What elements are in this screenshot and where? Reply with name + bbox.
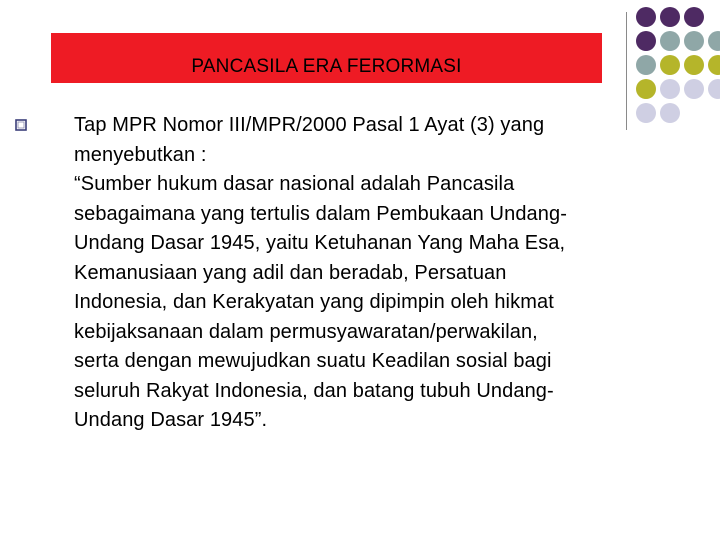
decorative-dot [708,79,720,99]
decorative-dot [684,55,704,75]
paragraph-line: sebagaimana yang tertulis dalam Pembukaan Undang- [74,202,567,225]
paragraph-line: Tap MPR Nomor III/MPR/2000 Pasal 1 Ayat (3) yang [74,114,545,136]
bullet-icon [15,119,27,131]
decorative-dot [684,79,704,99]
decorative-dot [660,31,680,51]
decorative-dot [684,7,704,27]
paragraph-line: Kemanusiaan yang adil dan beradab, Persatuan [74,261,507,284]
paragraph-line: seluruh Rakyat Indonesia, dan batang tubuh Undang- [74,379,554,402]
decorative-dot [660,55,680,75]
decorative-dot [708,55,720,75]
paragraph-line: serta dengan mewujudkan suatu Keadilan sosial bagi [74,350,552,372]
decorative-dot [636,31,656,51]
paragraph-line: Undang Dasar 1945”. [74,409,268,431]
paragraph-line: menyebutkan : [74,143,207,166]
paragraph-line: Indonesia, dan Kerakyatan yang dipimpin oleh hikmat [74,291,554,313]
slide-title: PANCASILA ERA FERORMASI [191,56,462,77]
decorative-dot [636,7,656,27]
decorative-dot [660,7,680,27]
decorative-dot [636,79,656,99]
decorative-dot [660,79,680,99]
decorative-dot [636,55,656,75]
paragraph-line: kebijaksanaan dalam permusyawaratan/perwakilan, [74,320,538,343]
body-paragraph [74,111,674,436]
decorative-dot [684,31,704,51]
decorative-dot [708,31,720,51]
paragraph-line: Undang Dasar 1945, yaitu Ketuhanan Yang Maha Esa, [74,232,566,254]
paragraph-line: “Sumber hukum dasar nasional adalah Pancasila [74,173,515,195]
